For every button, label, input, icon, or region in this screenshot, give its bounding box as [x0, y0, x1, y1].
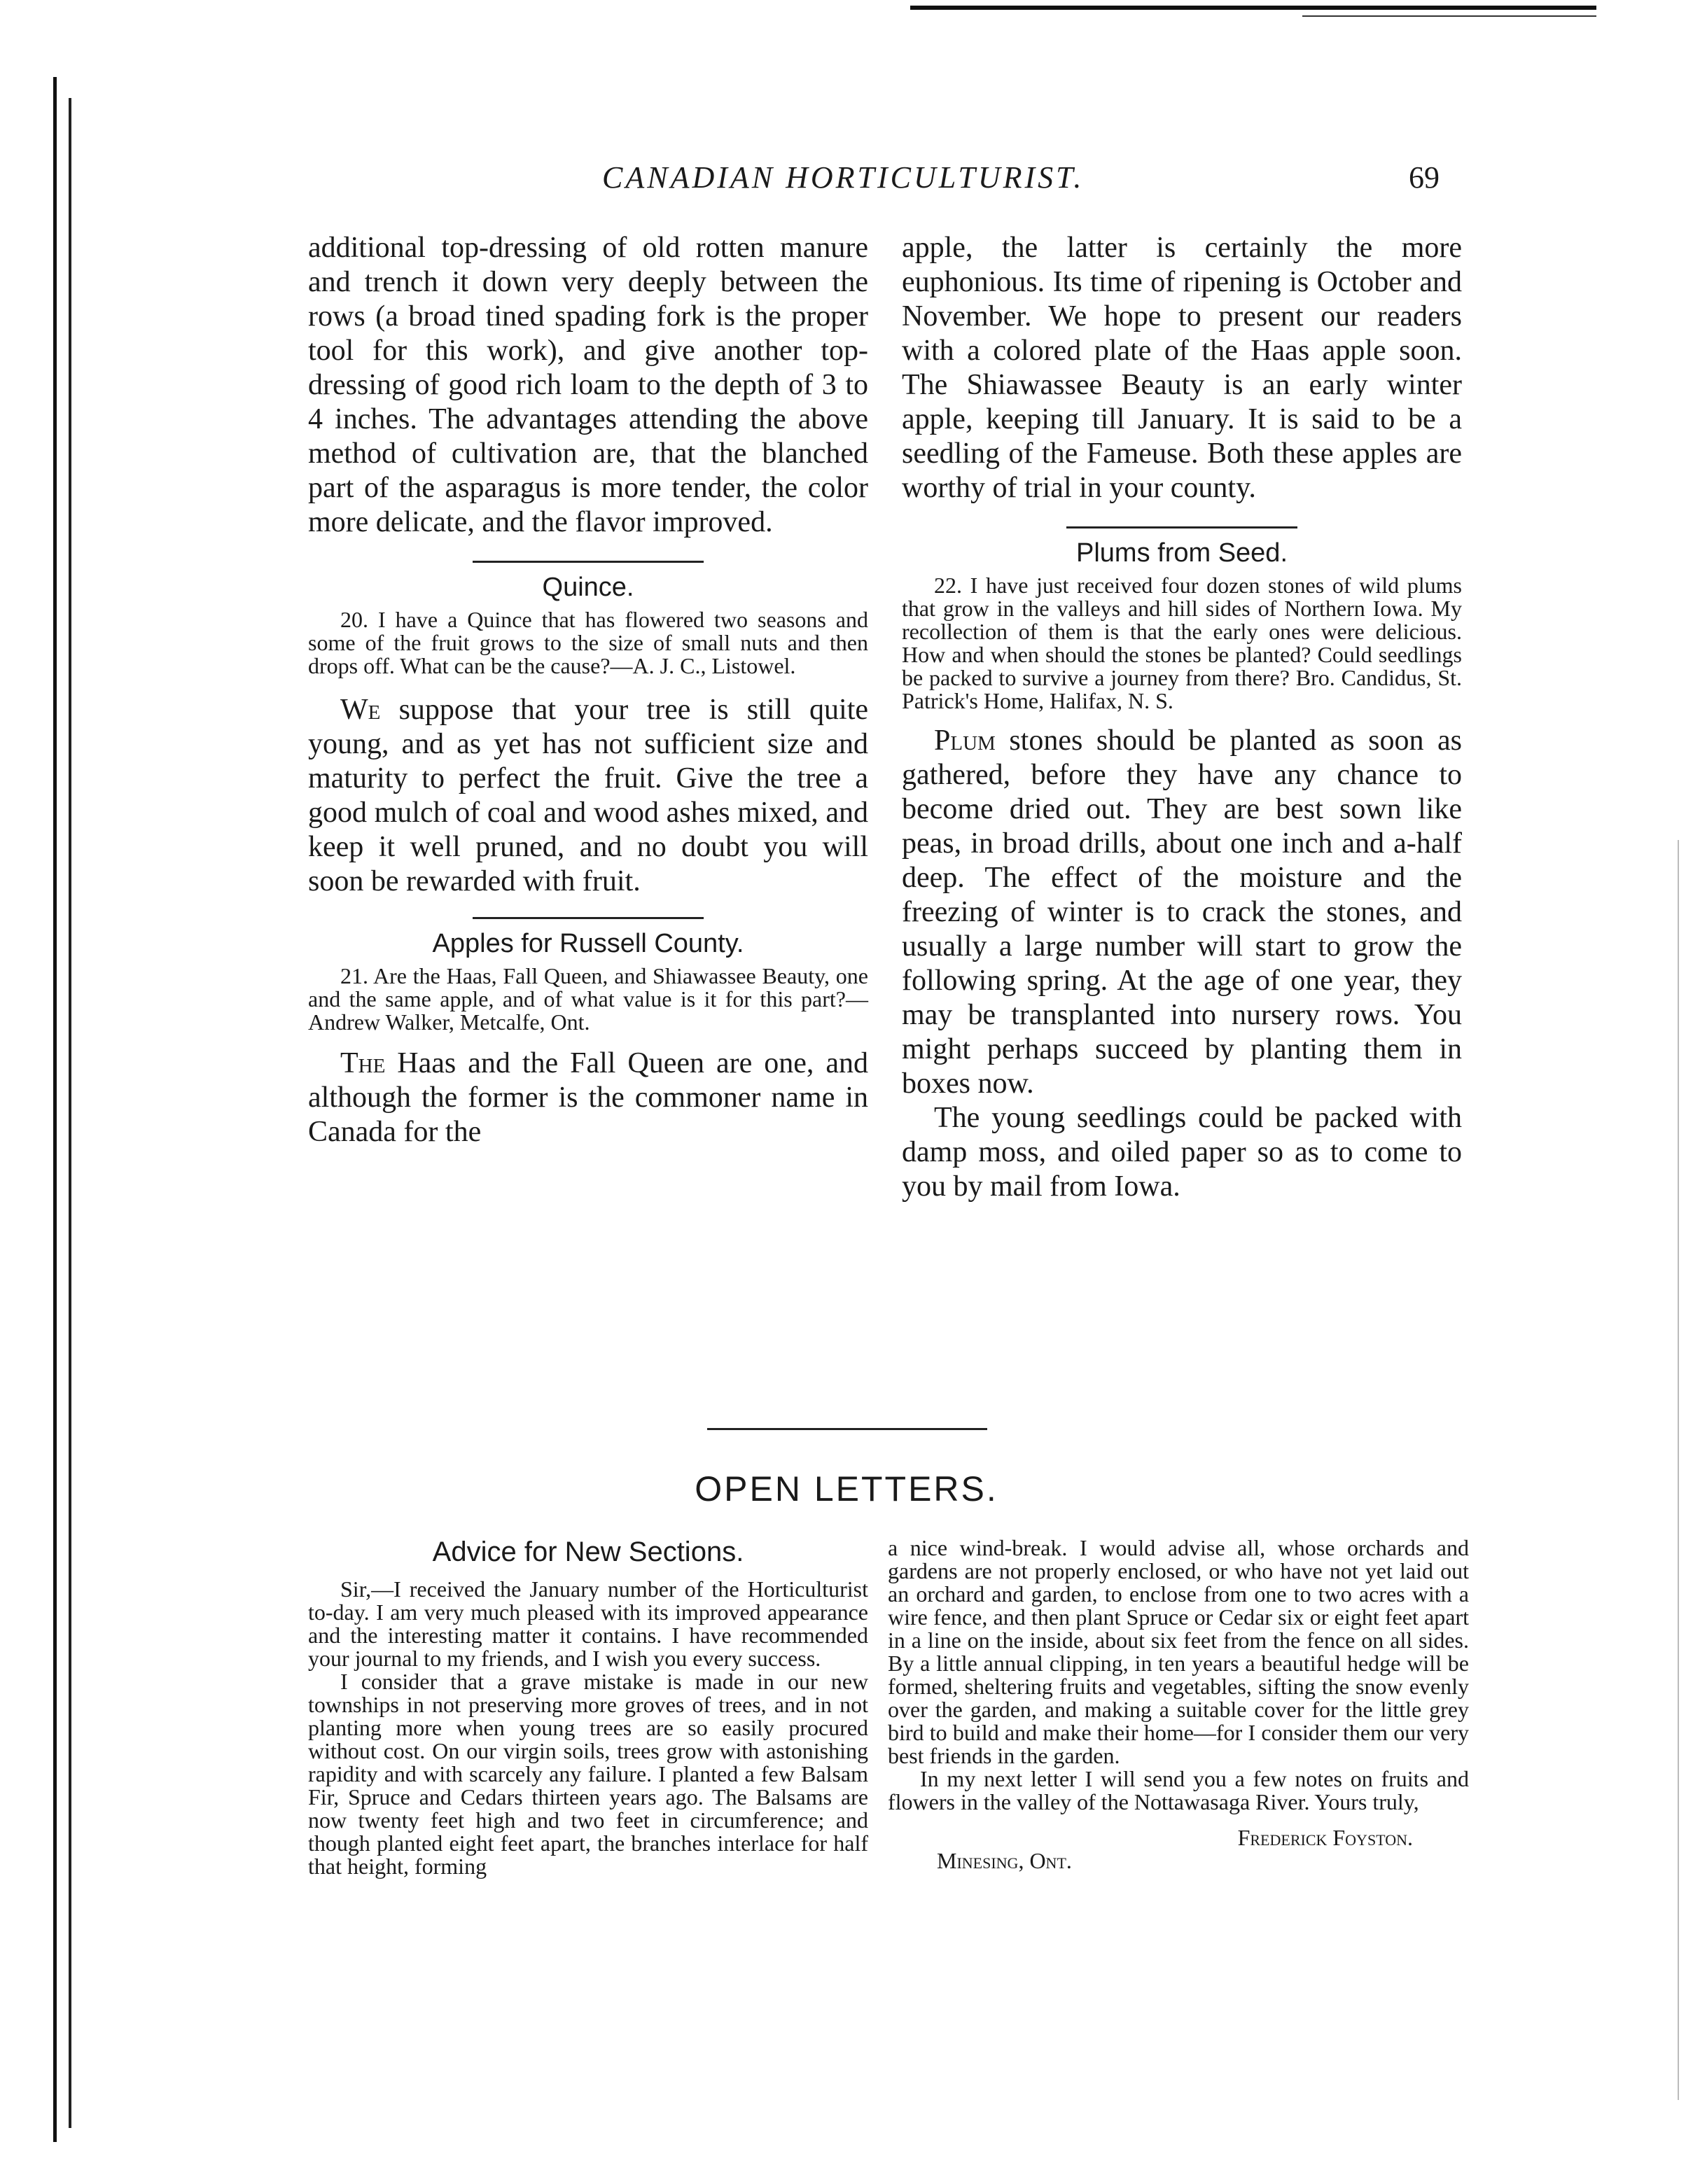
- letter-paragraph-4: In my next letter I will send you a few notes on fruits and flowers in the valley of the Nottawasaga River. Yours truly,: [888, 1766, 1469, 1814]
- section-rule: [473, 917, 704, 919]
- quince-question: 20. I have a Quince that has flowered two seasons and some of the fruit grows to the size of small nuts and then drops off. What can be the cause?—A. J. C., Listowel.: [308, 607, 868, 678]
- quince-answer: [308, 693, 868, 899]
- quince-answer-text: suppose that your tree is still quite young, and as yet has not sufficient size and maturity to perfect the fruit. Give the tree a good mulch of coal and wood ashes mixed, and keep it well pruned, and no doubt you will soon be rewarded with fruit.: [308, 694, 869, 897]
- letter-right-column: [888, 1536, 1469, 1872]
- page-number: 69: [1409, 160, 1440, 195]
- open-letters-title: OPEN LETTERS.: [695, 1469, 998, 1508]
- quince-heading: Quince.: [542, 573, 634, 602]
- scan-top-rule: [910, 6, 1596, 10]
- advice-heading: Advice for New Sections.: [432, 1536, 744, 1567]
- apples-question: 21. Are the Haas, Fall Queen, and Shiawassee Beauty, one and the same apple, and of what value is it for this part?—Andrew Walker, Metcalfe, Ont.: [308, 963, 868, 1035]
- apples-answer-text: Haas and the Fall Queen are one, and although the former is the commoner name in Canada for the: [308, 1047, 869, 1148]
- plums-answer-lead: Plum: [934, 724, 996, 757]
- scan-binding-line-inner: [69, 98, 71, 2128]
- scan-binding-line: [53, 77, 57, 2142]
- letter-location: Minesing, Ont.: [937, 1848, 1072, 1873]
- apples-heading: Apples for Russell County.: [432, 929, 744, 958]
- running-head-title: CANADIAN HORTICULTURIST.: [602, 160, 1085, 195]
- right-column: [902, 231, 1462, 1204]
- quince-answer-lead: We: [340, 694, 381, 726]
- plums-answer: [902, 724, 1462, 1101]
- plums-answer-2: The young seedlings could be packed with damp moss, and oiled paper so as to come to you by mail from Iowa.: [902, 1102, 1462, 1203]
- scan-top-rule-thin: [1302, 15, 1596, 17]
- plums-question: 22. I have just received four dozen stones of wild plums that grow in the valleys and hill sides of Northern Iowa. My recollection of them is that the early ones were delicious. How and when should the stones be planted? Could seedlings be packed to survive a journey from there? Bro. Candidus, St. Patrick's Home, Halifax, N. S.: [902, 573, 1462, 713]
- plums-answer-text: stones should be planted as soon as gathered, before they have any chance to become dried out. They are best sown like peas, in broad drills, about one inch and a-half deep. The effect of the moisture and the freezing of winter is to crack the stones, and usually a large number will start to grow the following spring. At the age of one year, they may be transplanted into nursery rows. You might perhaps succeed by planting them in boxes now.: [902, 724, 1463, 1100]
- section-rule: [473, 561, 704, 563]
- continuation-paragraph: apple, the latter is certainly the more euphonious. Its time of ripening is October and November. We hope to present our readers with a colored plate of the Haas apple soon. The Shiawassee Beauty is an early winter apple, keeping till January. It is said to be a seedling of the Fameuse. Both these apples are worthy of trial in your county.: [902, 232, 1462, 504]
- section-divider-rule: [707, 1428, 987, 1430]
- letter-signature: Frederick Foyston.: [1237, 1825, 1413, 1850]
- letter-paragraph-1: Sir,—I received the January number of the Horticulturist to-day. I am very much pleased with its improved appearance and the interesting matter it contains. I have recommended your journal to my friends, and I wish you every success.: [308, 1576, 868, 1671]
- letter-paragraph-2: I consider that a grave mistake is made in our new townships in not preserving more groves of trees, and in not planting more when young trees are so easily procured without cost. On our virgin soils, trees grow with astonishing rapidity and with scarcely any failure. I planted a few Balsam Fir, Spruce and Cedars thirteen years ago. The Balsams are now twenty feet high and two feet in circumference; and though planted eight feet apart, the branches interlace for half that height, forming: [308, 1669, 868, 1879]
- letter-left-column: [308, 1536, 868, 1878]
- continuation-paragraph: additional top-dressing of old rotten manure and trench it down very deeply between the rows (a broad tined spading fork is the proper tool for this work), and give another top-dressing of good rich loam to the depth of 3 to 4 inches. The advantages attending the above method of cultivation are, that the blanched part of the asparagus is more tender, the color more delicate, and the flavor improved.: [308, 232, 868, 538]
- apples-answer-lead: The: [340, 1047, 386, 1079]
- apples-answer: [308, 1046, 868, 1149]
- letter-paragraph-3: a nice wind-break. I would advise all, whose orchards and gardens are not properly enclosed, or who have not yet laid out an orchard and garden, to enclose from one to two acres with a wire fence, and then plant Spruce or Cedar six or eight feet apart in a line on the inside, about six feet from the fence on all sides. By a little annual clipping, in ten years a beautiful hedge will be formed, sheltering fruits and vegetables, sifting the snow evenly over the garden, and making a suitable cover for the little grey bird to build and make their home—for I consider them our very best friends in the garden.: [888, 1535, 1469, 1768]
- left-column: [308, 231, 868, 1149]
- plums-heading: Plums from Seed.: [1076, 538, 1288, 568]
- section-rule: [1066, 526, 1297, 528]
